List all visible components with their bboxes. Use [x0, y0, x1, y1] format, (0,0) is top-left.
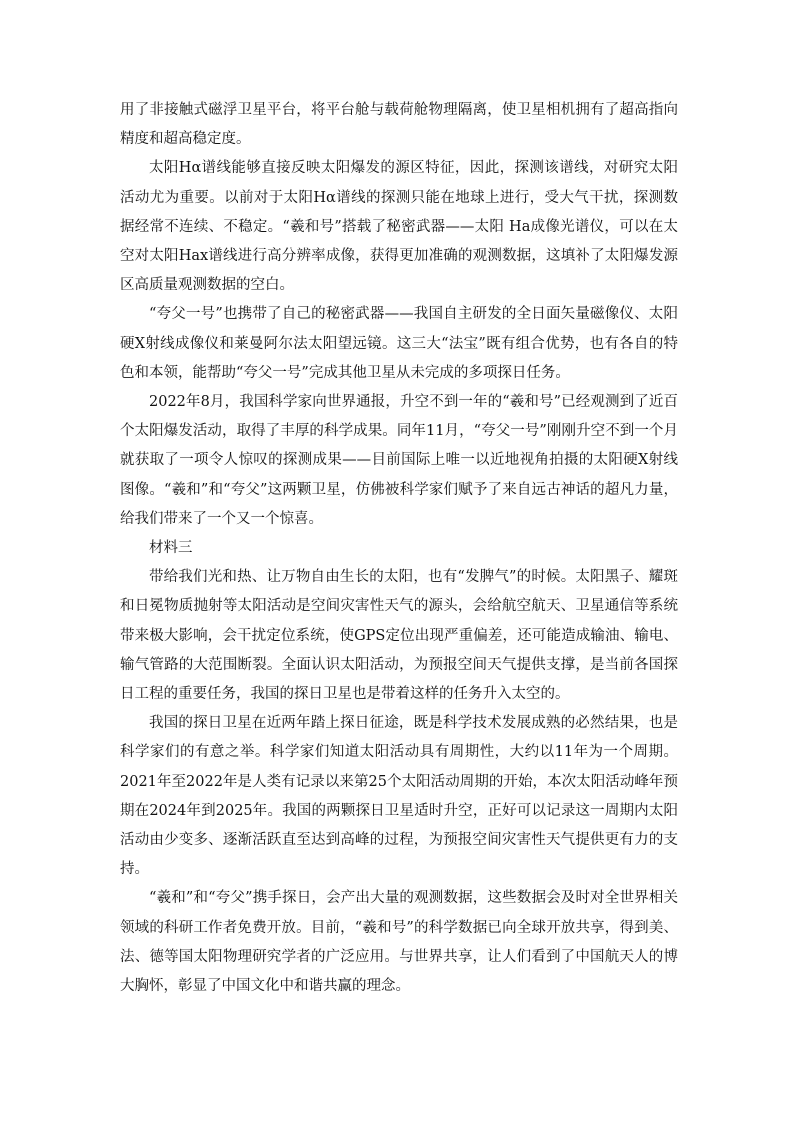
section-heading-material-3: 材料三: [149, 540, 193, 557]
paragraph-3: “夸父一号”也携带了自己的秘密武器——我国自主研发的全日面矢量磁像仪、太阳硬X射线成像仪和莱曼阿尔法太阳望远镜。这三大“法宝”既有组合优势，也有各自的特色和本领，能帮助“夸父一号”完成其他卫星从未完成的多项探日任务。: [120, 306, 678, 381]
document-page: [120, 96, 678, 1001]
paragraph-5: 带给我们光和热、让万物自由生长的太阳，也有“发脾气”的时候。太阳黑子、耀斑和日冕物质抛射等太阳活动是空间灾害性天气的源头，会给航空航天、卫星通信等系统带来极大影响，会干扰定位系统，使GPS定位出现严重偏差，还可能造成输油、输电、输气管路的大范围断裂。全面认识太阳活动，为预报空间天气提供支撑，是当前各国探日工程的重要任务，我国的探日卫星也是带着这样的任务升入太空的。: [120, 569, 678, 703]
paragraph-4: 2022年8月，我国科学家向世界通报，升空不到一年的“羲和号”已经观测到了近百个太阳爆发活动，取得了丰厚的科学成果。同年11月，“夸父一号”刚刚升空不到一个月就获取了一项令人惊叹的探测成果——目前国际上唯一以近地视角拍摄的太阳硬X射线图像。“羲和”和“夸父”这两颗卫星，仿佛被科学家们赋予了来自远古神话的超凡力量，给我们带来了一个又一个惊喜。: [120, 394, 678, 527]
paragraph-7: “羲和”和“夸父”携手探日，会产出大量的观测数据，这些数据会及时对全世界相关领域的科研工作者免费开放。目前，“羲和号”的科学数据已向全球开放共享，得到美、法、德等国太阳物理研究学者的广泛应用。与世界共享，让人们看到了中国航天人的博大胸怀，彰显了中国文化中和谐共赢的理念。: [120, 890, 678, 995]
paragraph-1: 用了非接触式磁浮卫星平台，将平台舱与载荷舱物理隔离，使卫星相机拥有了超高指向精度和超高稳定度。: [120, 102, 678, 148]
paragraph-6: 我国的探日卫星在近两年踏上探日征途，既是科学技术发展成熟的必然结果，也是科学家们的有意之举。科学家们知道太阳活动具有周期性，大约以11年为一个周期。2021年至2022年是人类有记录以来第25个太阳活动周期的开始，本次太阳活动峰年预期在2024年到2025年。我国的两颗探日卫星适时升空，正好可以记录这一周期内太阳活动由少变多、逐渐活跃直至达到高峰的过程，为预报空间灾害性天气提供更有力的支持。: [120, 715, 678, 878]
paragraph-2: 太阳Hα谱线能够直接反映太阳爆发的源区特征，因此，探测该谱线，对研究太阳活动尤为重要。以前对于太阳Hα谱线的探测只能在地球上进行，受大气干扰，探测数据经常不连续、不稳定。“羲和号”搭载了秘密武器——太阳 Ha成像光谱仪，可以在太空对太阳Hax谱线进行高分辨率成像，获得更加准确的观测数据，这填补了太阳爆发源区高质量观测数据的空白。: [120, 160, 678, 294]
